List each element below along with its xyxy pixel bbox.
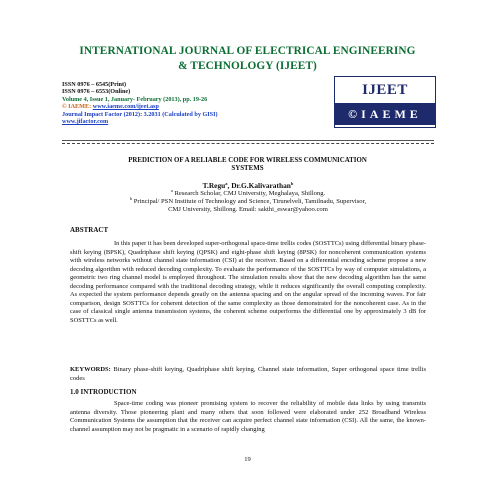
abstract-text: In this paper it has been developed super-orthogonal space-time trellis codes (SOSTTCs) using differential binary phase-shift keying (BPSK), Quadriphase shift keying (QPSK) and eight-phase shift keying (8PSK) for noncoherent communication systems with wireless networks without channel state information (CSI) at the receiver. Based on a differential encoding scheme propose a new decoding algorithm with reduced decoding complexity. To evaluate the performance of the SOSTTCs by way of computer simulations, a geometric two ring channel model is employed throughout. The simulation results show that the new decoding algorithm has the same decoding performance compared with the traditional decoding strategy, while it reduces significantly the overall computing complexity. As expected the system performance depends greatly on the antenna spacing and on the angular spread of the incoming waves. For fair comparison, design SOSTTCs for coherent detection of the same complexity as those demonstrated for the noncoherent case. As in the case of classical single antenna transmission systems, the coherent scheme outperforms the differential one by approximately 3 dB for SOSTTCs as well. [70,240,426,324]
paper-title-line2: SYSTEMS [231,165,264,173]
introduction-heading: 1.0 INTRODUCTION [70,388,137,396]
affiliation-b-line2: CMJ University, Shillong. Email: sakthi_eswar@yahoo.com [168,206,328,214]
abstract-heading: ABSTRACT [70,226,109,234]
keywords-text: Binary phase-shift keying, Quadriphase shift keying, Channel state information, Super orthogonal space time trellis codes [70,366,426,382]
logo-text-iaeme: ©IAEME [335,103,435,125]
logo-text-ijeet: IJEET [362,82,408,98]
keywords [70,366,426,383]
ijeet-logo [334,76,436,128]
author-1: T.Regu [202,181,226,190]
jifactor-link[interactable]: www.jifactor.com [62,118,109,126]
affiliations [62,190,434,215]
page-number: 19 [244,456,251,463]
journal-title-line2: & TECHNOLOGY (IJEET) [178,60,317,72]
author-separator: , [227,181,232,190]
affiliation-b-sup: b [129,196,133,202]
affiliation-a [62,190,434,198]
abstract-body [70,240,426,325]
header-divider-dashed [62,143,434,144]
journal-title-line1: INTERNATIONAL JOURNAL OF ELECTRICAL ENGINEERING [79,45,416,57]
paper-title-line1: PREDICTION OF A RELIABLE CODE FOR WIRELESS COMMUNICATION [128,157,367,164]
introduction-body [70,400,426,434]
author-2: Dr.G.Kalivarathan [231,181,291,190]
issn-print: ISSN 0976 – 6545(Print) [62,81,127,88]
paper-title [70,157,425,174]
iaeme-label: © IAEME: [62,103,92,111]
journal-meta [62,81,312,125]
affiliation-b-line1: Principal/ PSN Institute of Technology and Science, Tirunelveli, Tamilnadu, Supervisor, [132,198,367,206]
affiliation-a-sup: a [170,188,173,193]
volume-issue: Volume 4, Issue 1, January- February (2013), pp. 19-26 [62,95,208,103]
author-1-sup: a [225,181,228,186]
impact-factor: Journal Impact Factor (2012): 3.2031 (Calculated by GISI) [62,110,218,118]
iaeme-line [62,103,312,110]
iaeme-link[interactable]: www.iaeme.com/ijeet.asp [92,103,159,111]
header-divider [62,140,434,141]
affiliation-a-text: Research Scholar, CMJ University, Meghalaya, Shillong. [172,190,326,197]
issn-online: ISSN 0976 – 6553(Online) [62,88,131,96]
author-line [62,181,434,190]
author-2-sup: b [290,181,294,186]
journal-title [40,44,455,74]
introduction-text: Space-time coding was pioneer promising system to recover the reliability of mobile data links by using transmits antenna diversity. Those pioneering plant and many others that soon followed were elaborated under 252 Broadband Wireless Communication Systems the assumption that the receiver can acquire perfect channel state information (CSI). All the same, the known-channel assumption may not be pragmatic in a scenario of rapidly changing [70,400,426,433]
affiliation-b [62,198,434,206]
keywords-label: KEYWORDS: [70,366,111,373]
